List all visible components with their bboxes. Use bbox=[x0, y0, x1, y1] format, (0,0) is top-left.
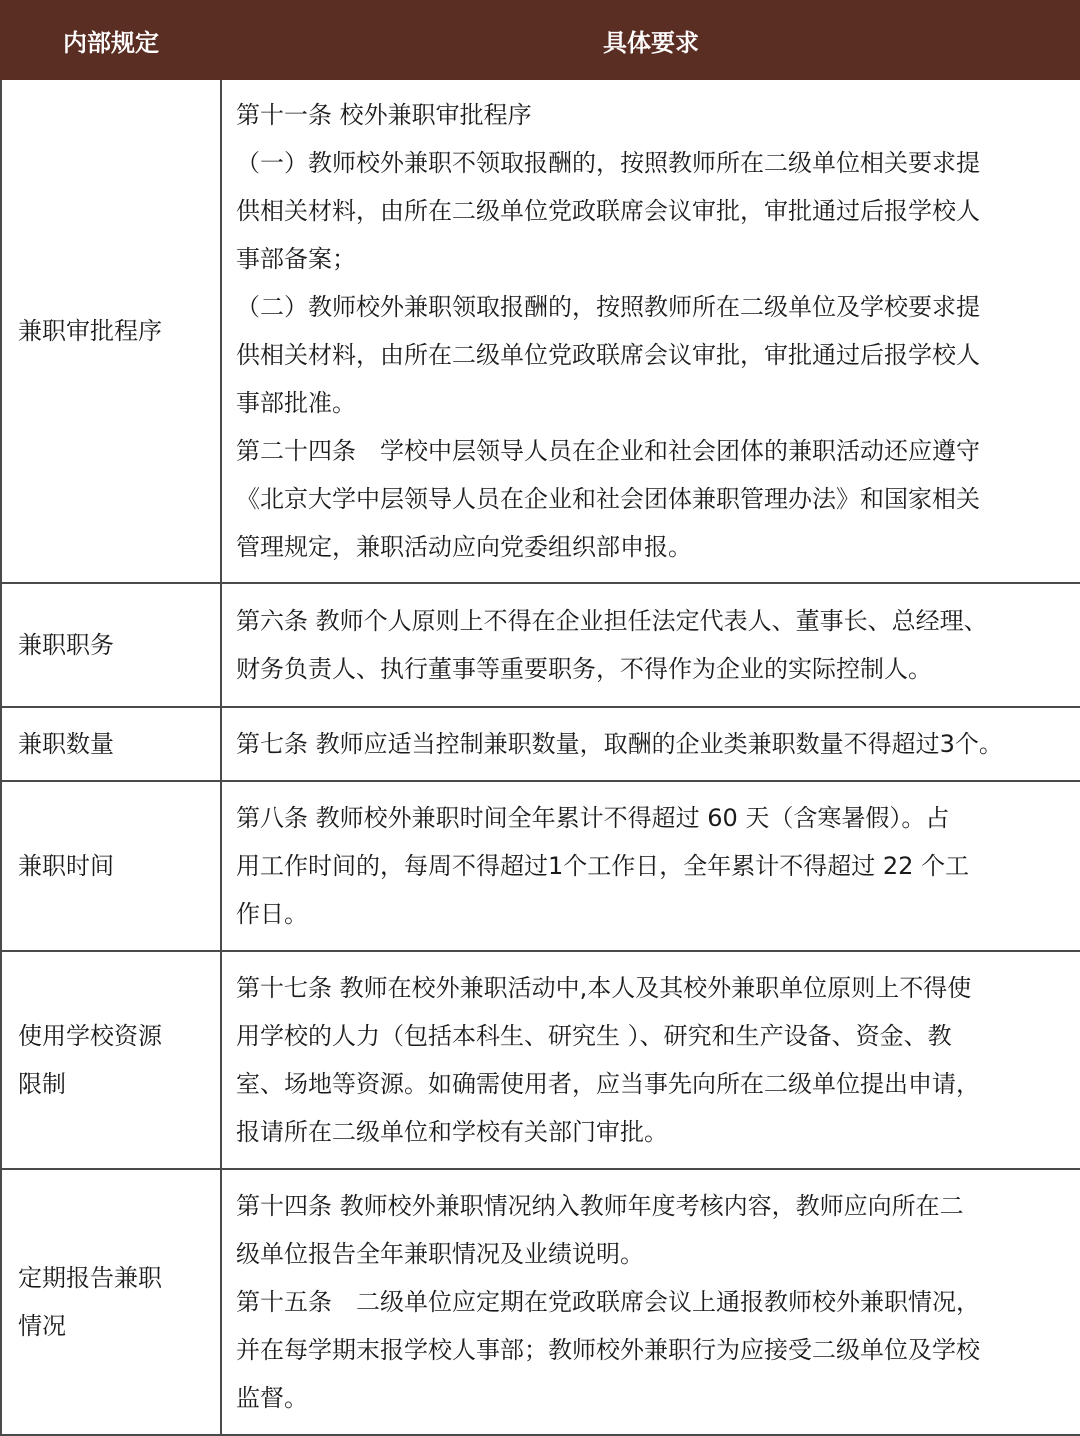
row-content bbox=[221, 79, 1080, 583]
table-row-approval-procedure bbox=[1, 79, 1080, 583]
row-label-text: 限制 bbox=[18, 1070, 66, 1098]
row-label-text: 使用学校资源 bbox=[18, 1022, 162, 1050]
row-label bbox=[1, 1169, 221, 1435]
content-line: 供相关材料，由所在二级单位党政联席会议审批，审批通过后报学校人 bbox=[236, 341, 980, 369]
content-line: 第二十四条 学校中层领导人员在企业和社会团体的兼职活动还应遵守 bbox=[236, 437, 980, 465]
row-content bbox=[221, 707, 1080, 781]
content-line: 作日。 bbox=[236, 900, 308, 928]
content-line: 级单位报告全年兼职情况及业绩说明。 bbox=[236, 1240, 644, 1268]
content-line: 监督。 bbox=[236, 1384, 308, 1412]
row-content bbox=[221, 951, 1080, 1169]
row-label-text: 兼职数量 bbox=[18, 730, 114, 758]
content-line: （二）教师校外兼职领取报酬的，按照教师所在二级单位及学校要求提 bbox=[236, 293, 980, 321]
table-header-row bbox=[1, 1, 1080, 79]
table-row-resource-limits bbox=[1, 951, 1080, 1169]
content-line: 用工作时间的，每周不得超过1个工作日，全年累计不得超过 22 个工 bbox=[236, 852, 970, 880]
table-row-position bbox=[1, 583, 1080, 707]
content-line: 室、场地等资源。如确需使用者，应当事先向所在二级单位提出申请， bbox=[236, 1070, 980, 1098]
content-line: 报请所在二级单位和学校有关部门审批。 bbox=[236, 1118, 668, 1146]
content-line: 第八条 教师校外兼职时间全年累计不得超过 60 天（含寒暑假）。占 bbox=[236, 804, 950, 832]
row-label-text: 兼职时间 bbox=[18, 852, 114, 880]
content-line: 财务负责人、执行董事等重要职务，不得作为企业的实际控制人。 bbox=[236, 655, 932, 683]
row-content bbox=[221, 1169, 1080, 1435]
content-line: 供相关材料，由所在二级单位党政联席会议审批，审批通过后报学校人 bbox=[236, 197, 980, 225]
content-line: 第十五条 二级单位应定期在党政联席会议上通报教师校外兼职情况， bbox=[236, 1288, 980, 1316]
content-line: 《北京大学中层领导人员在企业和社会团体兼职管理办法》和国家相关 bbox=[236, 485, 980, 513]
content-line: 事部批准。 bbox=[236, 389, 356, 417]
content-line: 并在每学期末报学校人事部；教师校外兼职行为应接受二级单位及学校 bbox=[236, 1336, 980, 1364]
row-label-text: 兼职职务 bbox=[18, 631, 114, 659]
content-line: 第六条 教师个人原则上不得在企业担任法定代表人、董事长、总经理、 bbox=[236, 607, 988, 635]
content-line: 用学校的人力（包括本科生、研究生 ）、研究和生产设备、资金、教 bbox=[236, 1022, 952, 1050]
row-content bbox=[221, 583, 1080, 707]
row-label-text: 兼职审批程序 bbox=[18, 317, 162, 345]
content-line: 管理规定，兼职活动应向党委组织部申报。 bbox=[236, 533, 692, 561]
content-line: 第十七条 教师在校外兼职活动中,本人及其校外兼职单位原则上不得使 bbox=[236, 974, 972, 1002]
row-label-text: 定期报告兼职 bbox=[18, 1264, 162, 1292]
content-line: 第七条 教师应适当控制兼职数量，取酬的企业类兼职数量不得超过3个。 bbox=[236, 730, 1003, 758]
row-label bbox=[1, 583, 221, 707]
header-specific-requirements: 具体要求 bbox=[221, 1, 1080, 79]
content-line: 第十一条 校外兼职审批程序 bbox=[236, 101, 532, 129]
row-content bbox=[221, 781, 1080, 951]
table-row-time bbox=[1, 781, 1080, 951]
table-row-periodic-report bbox=[1, 1169, 1080, 1435]
row-label bbox=[1, 951, 221, 1169]
content-line: 事部备案； bbox=[236, 245, 356, 273]
table-row-quantity bbox=[1, 707, 1080, 781]
row-label bbox=[1, 79, 221, 583]
content-line: 第十四条 教师校外兼职情况纳入教师年度考核内容，教师应向所在二 bbox=[236, 1192, 964, 1220]
content-line: （一）教师校外兼职不领取报酬的，按照教师所在二级单位相关要求提 bbox=[236, 149, 980, 177]
row-label bbox=[1, 781, 221, 951]
row-label bbox=[1, 707, 221, 781]
header-internal-rules: 内部规定 bbox=[1, 1, 221, 79]
row-label-text: 情况 bbox=[18, 1312, 66, 1340]
